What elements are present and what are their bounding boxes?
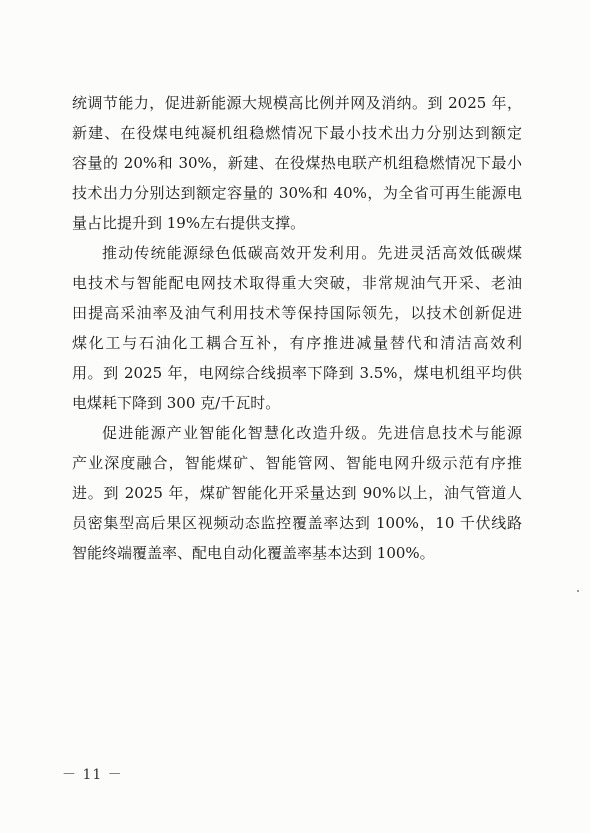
document-body <box>72 88 522 568</box>
text-line: 煤化工与石油化工耦合互补，有序推进减量替代和清洁高效利 <box>72 334 522 352</box>
text-line: 电技术与智能配电网技术取得重大突破，非常规油气开采、老油 <box>72 274 522 292</box>
paragraph-smart-upgrade <box>72 418 522 568</box>
paragraph-traditional-energy <box>72 238 522 418</box>
text-line: 容量的 20%和 30%，新建、在役煤热电联产机组稳燃情况下最小 <box>72 154 522 172</box>
text-line: 智能终端覆盖率、配电自动化覆盖率基本达到 100%。 <box>72 544 435 562</box>
text-line: 推动传统能源绿色低碳高效开发利用。先进灵活高效低碳煤 <box>102 244 522 262</box>
text-line: 产业深度融合，智能煤矿、智能管网、智能电网升级示范有序推 <box>72 454 522 472</box>
text-line: 技术出力分别达到额定容量的 30%和 40%，为全省可再生能源电 <box>72 184 522 202</box>
text-line: 电煤耗下降到 300 克/千瓦时。 <box>72 394 281 412</box>
text-line: 统调节能力，促进新能源大规模高比例并网及消纳。到 2025 年， <box>72 94 522 112</box>
text-line: 用。到 2025 年，电网综合线损率下降到 3.5%，煤电机组平均供 <box>72 364 522 382</box>
paragraph-grid-flexibility <box>72 88 522 238</box>
text-line: 田提高采油率及油气利用技术等保持国际领先，以技术创新促进 <box>72 304 522 322</box>
text-line: 进。到 2025 年，煤矿智能化开采量达到 90%以上，油气管道人 <box>72 484 522 502</box>
text-line: 员密集型高后果区视频动态监控覆盖率达到 100%，10 千伏线路 <box>72 514 522 532</box>
scan-mark <box>577 590 579 592</box>
text-line: 新建、在役煤电纯凝机组稳燃情况下最小技术出力分别达到额定 <box>72 124 522 142</box>
text-line: 量占比提升到 19%左右提供支撑。 <box>72 214 306 232</box>
text-line: 促进能源产业智能化智慧化改造升级。先进信息技术与能源 <box>102 424 522 442</box>
page-number: － 11 － <box>62 767 123 783</box>
